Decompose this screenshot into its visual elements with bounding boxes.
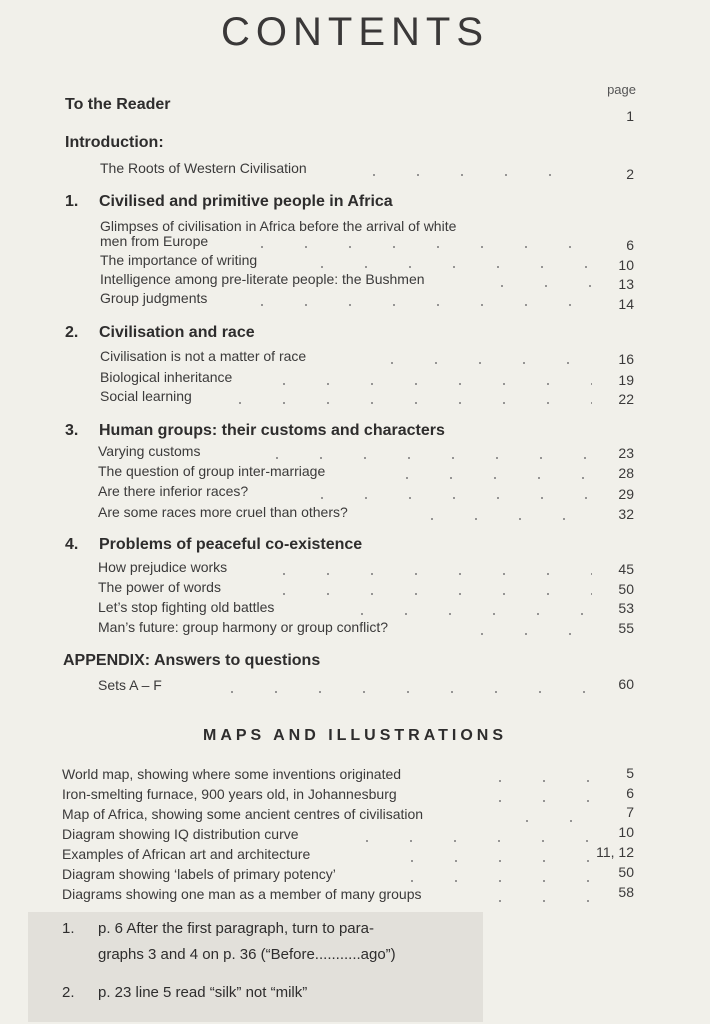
leader-dots: [218, 402, 592, 404]
section-heading-4: [65, 536, 362, 554]
leader-dots: [385, 477, 592, 479]
toc-entry-text: Intelligence among pre-literate people: the Bushmen: [100, 271, 425, 287]
toc-entry-text: Social learning: [100, 388, 192, 404]
leader-dots: [352, 174, 592, 176]
leader-dots: [345, 840, 592, 842]
section-number: 1.: [65, 193, 79, 210]
errata-text: p. 23 line 5 read “silk” not “milk”: [98, 984, 308, 1001]
section-heading-1: [65, 193, 393, 211]
toc-entry-text: Let’s stop fighting old battles: [98, 599, 275, 615]
page-number: 10: [618, 824, 634, 840]
toc-entry-text: Sets A – F: [98, 677, 162, 693]
page-number: 55: [618, 620, 634, 636]
toc-entry-text: Varying customs: [98, 443, 201, 459]
leader-dots: [255, 457, 592, 459]
section-heading-3: [65, 422, 445, 440]
section-title: Problems of peaceful co-existence: [99, 536, 363, 553]
page-number: 53: [618, 600, 634, 616]
leader-dots: [410, 518, 592, 520]
illustration-entry-text: Diagram showing ‘labels of primary potency’: [62, 866, 336, 882]
page-title: CONTENTS: [221, 10, 489, 54]
maps-heading: MAPS AND ILLUSTRATIONS: [203, 727, 507, 744]
page-number: 14: [618, 296, 634, 312]
page-number: 16: [618, 351, 634, 367]
errata-text: p. 6 After the first paragraph, turn to para-: [98, 920, 374, 937]
toc-entry-text: Glimpses of civilisation in Africa before the arrival of white: [100, 218, 457, 234]
leader-dots: [390, 880, 592, 882]
toc-entry-text: The question of group inter-marriage: [98, 463, 326, 479]
page-number: 50: [618, 864, 634, 880]
section-number: 2.: [65, 324, 79, 341]
page-number: 7: [626, 804, 634, 820]
illustration-entry-text: Diagram showing IQ distribution curve: [62, 826, 299, 842]
leader-dots: [300, 266, 592, 268]
errata-number: 2.: [62, 984, 75, 1001]
leader-dots: [460, 633, 592, 635]
page-number: 58: [618, 884, 634, 900]
toc-entry-text: Group judgments: [100, 290, 208, 306]
leader-dots: [240, 304, 592, 306]
page-number: 11, 12: [596, 844, 634, 860]
page-number: 6: [626, 237, 634, 253]
section-title-introduction: Introduction:: [65, 134, 164, 151]
section-heading-2: [65, 324, 255, 342]
toc-entry-text: Man’s future: group harmony or group conflict?: [98, 619, 389, 635]
page-number: 2: [626, 166, 634, 182]
page-number: 10: [618, 257, 634, 273]
page-number: 22: [618, 391, 634, 407]
toc-entry-text: Civilisation is not a matter of race: [100, 348, 307, 364]
errata-number: 1.: [62, 920, 75, 937]
leader-dots: [370, 362, 592, 364]
toc-entry-text-continued: men from Europe: [100, 233, 209, 249]
leader-dots: [478, 900, 592, 902]
page-number: 5: [626, 765, 634, 781]
page-number: 50: [618, 581, 634, 597]
illustration-entry-text: Iron-smelting furnace, 900 years old, in Johannesburg: [62, 786, 397, 802]
leader-dots: [262, 593, 592, 595]
section-title: Civilisation and race: [99, 324, 255, 341]
leader-dots: [262, 383, 592, 385]
leader-dots: [262, 573, 592, 575]
toc-entry-reader: [0, 96, 710, 116]
leader-dots: [390, 860, 590, 862]
toc-entry-text: Are some races more cruel than others?: [98, 504, 348, 520]
leader-dots: [240, 246, 592, 248]
illustration-entry-text: Examples of African art and architecture: [62, 846, 311, 862]
illustration-entry-text: Diagrams showing one man as a member of many groups: [62, 886, 422, 902]
page-number: 45: [618, 561, 634, 577]
section-title: To the Reader: [65, 96, 171, 113]
page-number: 6: [626, 785, 634, 801]
leader-dots: [478, 800, 592, 802]
leader-dots: [505, 820, 592, 822]
page-number: 1: [626, 108, 634, 124]
page-number: 19: [618, 372, 634, 388]
leader-dots: [340, 613, 592, 615]
leader-dots: [478, 780, 592, 782]
toc-entry-text: The power of words: [98, 579, 221, 595]
page-number: 32: [618, 506, 634, 522]
errata-box: [28, 912, 483, 1022]
errata-text: graphs 3 and 4 on p. 36 (“Before...........ago”): [98, 946, 396, 963]
page-column-label: page: [607, 82, 636, 97]
section-title: Civilised and primitive people in Africa: [99, 193, 393, 210]
illustration-entry-text: Map of Africa, showing some ancient centres of civilisation: [62, 806, 424, 822]
page-number: 60: [618, 676, 634, 692]
illustration-entry-text: World map, showing where some inventions originated: [62, 766, 402, 782]
leader-dots: [210, 691, 592, 693]
leader-dots: [300, 497, 592, 499]
toc-entry-text: Biological inheritance: [100, 369, 233, 385]
leader-dots: [480, 285, 592, 287]
toc-entry-text: Are there inferior races?: [98, 483, 249, 499]
page-number: 23: [618, 445, 634, 461]
toc-entry-text: How prejudice works: [98, 559, 228, 575]
toc-entry-text: The importance of writing: [100, 252, 258, 268]
page-number: 29: [618, 486, 634, 502]
toc-entry-text: The Roots of Western Civilisation: [100, 160, 307, 176]
section-number: 4.: [65, 536, 79, 553]
section-title: Human groups: their customs and characters: [99, 422, 445, 439]
page-number: 13: [618, 276, 634, 292]
page-number: 28: [618, 465, 634, 481]
appendix-heading: APPENDIX: Answers to questions: [63, 652, 321, 669]
section-number: 3.: [65, 422, 79, 439]
